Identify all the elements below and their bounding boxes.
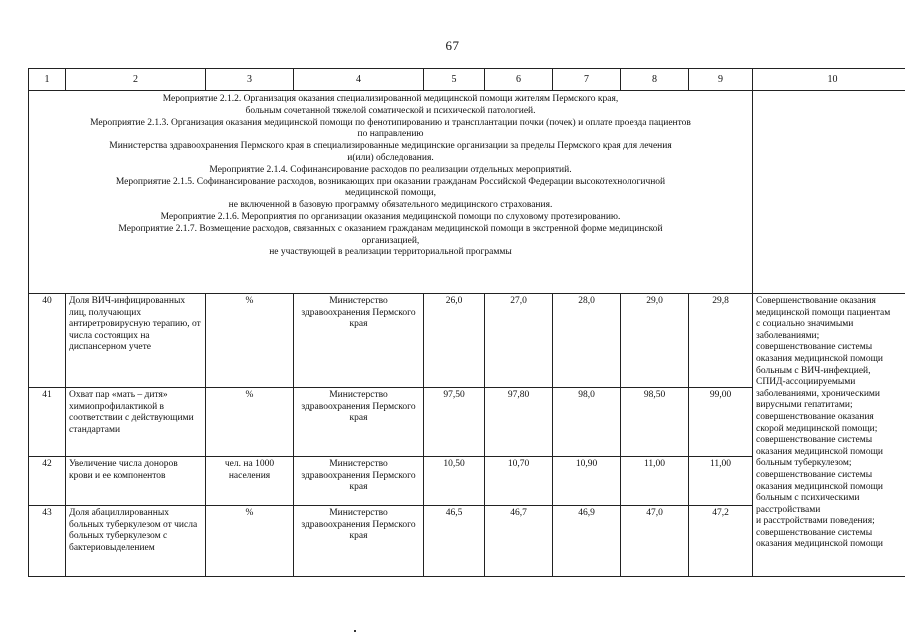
col-header-8: 8 — [621, 69, 689, 91]
responsible: Министерство здравоохранения Пермского края — [294, 294, 424, 388]
row-number: 42 — [29, 457, 66, 506]
goal-line: СПИД-ассоциируемыми — [756, 377, 856, 388]
value-col7: 28,0 — [553, 294, 621, 388]
event-description — [29, 91, 753, 294]
event-line: Мероприятие 2.1.7. Возмещение расходов, связанных с оказанием гражданам медицинской помощи в экстренной форме медицинской — [118, 223, 663, 234]
unit: % — [206, 294, 294, 388]
goal-line: совершенствование системы — [756, 527, 873, 538]
event-line: медицинской помощи, — [344, 188, 437, 199]
col-header-1: 1 — [29, 69, 66, 91]
value-col6: 10,70 — [485, 457, 553, 506]
event-line: Мероприятие 2.1.4. Софинансирование расходов по реализации отдельных мероприятий. — [209, 164, 572, 175]
goal-line: расстройствами — [756, 504, 821, 515]
expected-results — [753, 294, 905, 577]
event-line: Мероприятие 2.1.2. Организация оказания специализированной медицинской помощи жителям Пермского края, — [162, 94, 619, 104]
value-col9: 99,00 — [689, 388, 753, 457]
row-number: 43 — [29, 506, 66, 577]
col-header-5: 5 — [424, 69, 485, 91]
value-col8: 47,0 — [621, 506, 689, 577]
col-header-3: 3 — [206, 69, 294, 91]
goal-line: заболеваниями; — [756, 330, 820, 341]
value-col9: 47,2 — [689, 506, 753, 577]
goal-line: вирусными гепатитами; — [756, 400, 853, 411]
responsible: Министерство здравоохранения Пермского края — [294, 506, 424, 577]
indicator-name: Увеличение числа доноров крови и ее компонентов — [66, 457, 206, 506]
scan-speck — [354, 630, 356, 632]
event-line: Министерства здравоохранения Пермского края в специализированные медицинские организации за пределы Пермского края для лечения — [109, 141, 672, 152]
event-description-row — [29, 91, 905, 294]
page-number: 67 — [445, 38, 460, 53]
event-line: организацией, — [361, 235, 420, 246]
value-col6: 46,7 — [485, 506, 553, 577]
goal-line: скорой медицинской помощи; — [756, 423, 878, 434]
value-col6: 97,80 — [485, 388, 553, 457]
indicators-table — [28, 68, 905, 577]
value-col5: 97,50 — [424, 388, 485, 457]
col-header-10: 10 — [753, 69, 905, 91]
goal-line: медицинской помощи пациентам — [756, 307, 891, 318]
goal-line: совершенствование оказания — [756, 411, 874, 422]
goal-line: оказания медицинской помощи — [756, 353, 883, 364]
event-line: Мероприятие 2.1.6. Мероприятия по организации оказания медицинской помощи по слуховому протезированию. — [160, 211, 621, 222]
responsible: Министерство здравоохранения Пермского края — [294, 457, 424, 506]
goal-line: с социально значимыми — [756, 319, 854, 330]
goal-line: больным туберкулезом; — [756, 458, 852, 469]
value-col8: 29,0 — [621, 294, 689, 388]
goal-line: и расстройствами поведения; — [756, 516, 875, 527]
value-col5: 10,50 — [424, 457, 485, 506]
goal-line: совершенствование системы — [756, 435, 873, 446]
value-col7: 98,0 — [553, 388, 621, 457]
event-line: Мероприятие 2.1.5. Софинансирование расходов, возникающих при оказании гражданам Российской Федерации высокотехнологичной — [115, 176, 666, 187]
event-line: и(или) обследования. — [347, 152, 434, 163]
value-col5: 46,5 — [424, 506, 485, 577]
unit: % — [206, 506, 294, 577]
col-header-4: 4 — [294, 69, 424, 91]
value-col9: 11,00 — [689, 457, 753, 506]
value-col6: 27,0 — [485, 294, 553, 388]
row-number: 40 — [29, 294, 66, 388]
event-row-col10 — [753, 91, 905, 294]
event-line: Мероприятие 2.1.3. Организация оказания медицинской помощи по фенотипированию и трансплантации почки (почек) и оплате проезда пациентов — [90, 117, 691, 128]
unit: чел. на 1000 населения — [206, 457, 294, 506]
event-line: по направлению — [357, 129, 424, 140]
responsible: Министерство здравоохранения Пермского края — [294, 388, 424, 457]
col-header-6: 6 — [485, 69, 553, 91]
goal-line: оказания медицинской помощи — [756, 481, 883, 492]
col-header-9: 9 — [689, 69, 753, 91]
event-line: не включенной в базовую программу обязательного медицинского страхования. — [228, 200, 553, 211]
col-header-7: 7 — [553, 69, 621, 91]
column-number-row — [29, 69, 905, 91]
goal-line: оказания медицинской помощи — [756, 539, 883, 550]
goal-line: больным с психическими — [756, 493, 860, 504]
value-col7: 10,90 — [553, 457, 621, 506]
goal-line: Совершенствование оказания — [756, 296, 876, 306]
indicator-name: Охват пар «мать – дитя» химиопрофилактикой в соответствии с действующими стандартами — [66, 388, 206, 457]
value-col9: 29,8 — [689, 294, 753, 388]
value-col5: 26,0 — [424, 294, 485, 388]
indicator-name: Доля ВИЧ-инфицированных лиц, получающих антиретровирусную терапию, от числа состоящих на диспансерном учете — [66, 294, 206, 388]
goal-line: больным с ВИЧ-инфекцией, — [756, 365, 871, 376]
value-col8: 11,00 — [621, 457, 689, 506]
goal-line: заболеваниями, хроническими — [756, 388, 881, 399]
row-number: 41 — [29, 388, 66, 457]
goal-line: совершенствование системы — [756, 469, 873, 480]
col-header-2: 2 — [66, 69, 206, 91]
event-line: больным сочетанной тяжелой соматической и психической патологией. — [245, 105, 536, 116]
goal-line: оказания медицинской помощи — [756, 446, 883, 457]
value-col7: 46,9 — [553, 506, 621, 577]
table-row — [29, 294, 905, 388]
unit: % — [206, 388, 294, 457]
event-line: не участвующей в реализации территориальной программы — [269, 247, 512, 258]
value-col8: 98,50 — [621, 388, 689, 457]
goal-line: совершенствование системы — [756, 342, 873, 353]
indicator-name: Доля абациллированных больных туберкулезом от числа больных туберкулезом с бактериовыделением — [66, 506, 206, 577]
